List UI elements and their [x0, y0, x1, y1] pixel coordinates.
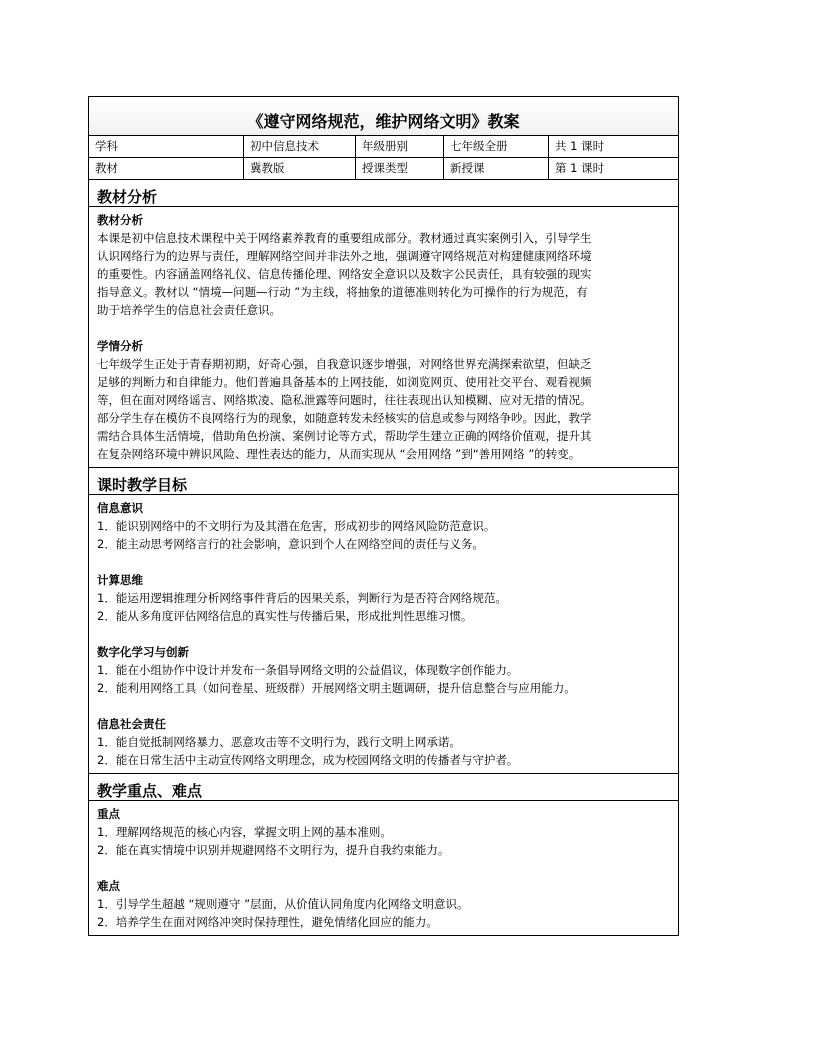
body-line: 需结合具体生活情境，借助角色扮演、案例讨论等方式，帮助学生建立正确的网络价值观，提升其	[97, 429, 592, 443]
subheading: 教材分析	[97, 213, 143, 227]
body-line: 等，但在面对网络谣言、网络欺凌、隐私泄露等问题时，往往表现出认知模糊、应对无措的情况。	[97, 393, 592, 407]
body-line: 在复杂网络环境中辨识风险、理性表达的能力，从而实现从 “会用网络 ”到“善用网络 ”的转变。	[97, 447, 581, 461]
body-line: 七年级学生正处于青春期初期，好奇心强，自我意识逐步增强，对网络世界充满探索欲望，但缺乏	[97, 357, 592, 371]
body-line: 2．培养学生在面对网络冲突时保持理性，避免情绪化回应的能力。	[97, 915, 438, 929]
info-cell: 授课类型	[356, 158, 444, 179]
body-line: 1．能运用逻辑推理分析网络事件背后的因果关系，判断行为是否符合网络规范。	[97, 591, 507, 605]
info-cell: 第 1 课时	[555, 161, 605, 175]
body-line: 1．能在小组协作中设计并发布一条倡导网络文明的公益倡议，体现数字创作能力。	[97, 663, 519, 677]
subheading: 难点	[97, 879, 120, 893]
paragraph-gap	[97, 859, 670, 877]
body-line: 1．理解网络规范的核心内容，掌握文明上网的基本准则。	[97, 825, 392, 839]
body-line: 部分学生存在模仿不良网络行为的现象，如随意转发未经核实的信息或参与网络争吵。因此，教学	[97, 411, 592, 425]
paragraph-gap	[97, 553, 670, 571]
subheading: 信息社会责任	[97, 717, 166, 731]
sections-container	[89, 180, 678, 935]
body-line: 2．能从多角度评估网络信息的真实性与传播后果，形成批判性思维习惯。	[97, 609, 473, 623]
info-cell: 教材	[89, 158, 244, 179]
body-line: 本课是初中信息技术课程中关于网络素养教育的重要组成部分。教材通过真实案例引入，引导学生	[97, 231, 592, 245]
info-cell: 学科	[89, 136, 244, 157]
subheading: 信息意识	[97, 501, 143, 515]
body-line: 2．能主动思考网络言行的社会影响，意识到个人在网络空间的责任与义务。	[97, 537, 484, 551]
body-line: 2．能利用网络工具（如问卷星、班级群）开展网络文明主题调研，提升信息整合与应用能力。	[97, 681, 576, 695]
body-line: 1．能自觉抵制网络暴力、恶意攻击等不文明行为，践行文明上网承诺。	[97, 735, 461, 749]
info-cell: 七年级全册	[444, 136, 549, 157]
section-heading: 教材分析	[89, 180, 678, 207]
subheading: 计算思维	[97, 573, 143, 587]
subheading: 数字化学习与创新	[97, 645, 189, 659]
info-row-subject	[89, 136, 678, 158]
lesson-plan-table	[88, 96, 679, 936]
body-line: 足够的判断力和自律能力。他们普遍具备基本的上网技能，如浏览网页、使用社交平台、观看视频	[97, 375, 592, 389]
paragraph-gap	[97, 319, 670, 337]
body-line: 助于培养学生的信息社会责任意识。	[97, 303, 281, 317]
body-line: 2．能在真实情境中识别并规避网络不文明行为，提升自我约束能力。	[97, 843, 450, 857]
info-cell: 新授课	[444, 158, 549, 179]
subheading: 学情分析	[97, 339, 143, 353]
info-row-textbook	[89, 158, 678, 180]
body-line: 1．能识别网络中的不文明行为及其潜在危害，形成初步的网络风险防范意识。	[97, 519, 496, 533]
subheading: 重点	[97, 807, 120, 821]
section-heading: 课时教学目标	[89, 468, 678, 495]
section-body	[89, 801, 678, 935]
section-body	[89, 207, 678, 468]
body-line: 指导意义。教材以 “情境—问题—行动 ”为主线，将抽象的道德准则转化为可操作的行为规范，有	[97, 285, 588, 299]
info-cell: 共 1 课时	[555, 139, 605, 153]
info-cell: 初中信息技术	[244, 136, 356, 157]
paragraph-gap	[97, 697, 670, 715]
body-line: 2．能在日常生活中主动宣传网络文明理念，成为校园网络文明的传播者与守护者。	[97, 753, 519, 767]
document-title: 《遵守网络规范，维护网络文明》教案	[89, 97, 678, 136]
body-line: 认识网络行为的边界与责任，理解网络空间并非法外之地，强调遵守网络规范对构建健康网络环境	[97, 249, 592, 263]
info-cell: 年级册别	[356, 136, 444, 157]
section-body	[89, 495, 678, 774]
info-cell: 冀教版	[244, 158, 356, 179]
paragraph-gap	[97, 625, 670, 643]
body-line: 的重要性。内容涵盖网络礼仪、信息传播伦理、网络安全意识以及数字公民责任，具有较强的现实	[97, 267, 592, 281]
body-line: 1．引导学生超越 “规则遵守 ”层面，从价值认同角度内化网络文明意识。	[97, 897, 469, 911]
section-heading: 教学重点、难点	[89, 774, 678, 801]
